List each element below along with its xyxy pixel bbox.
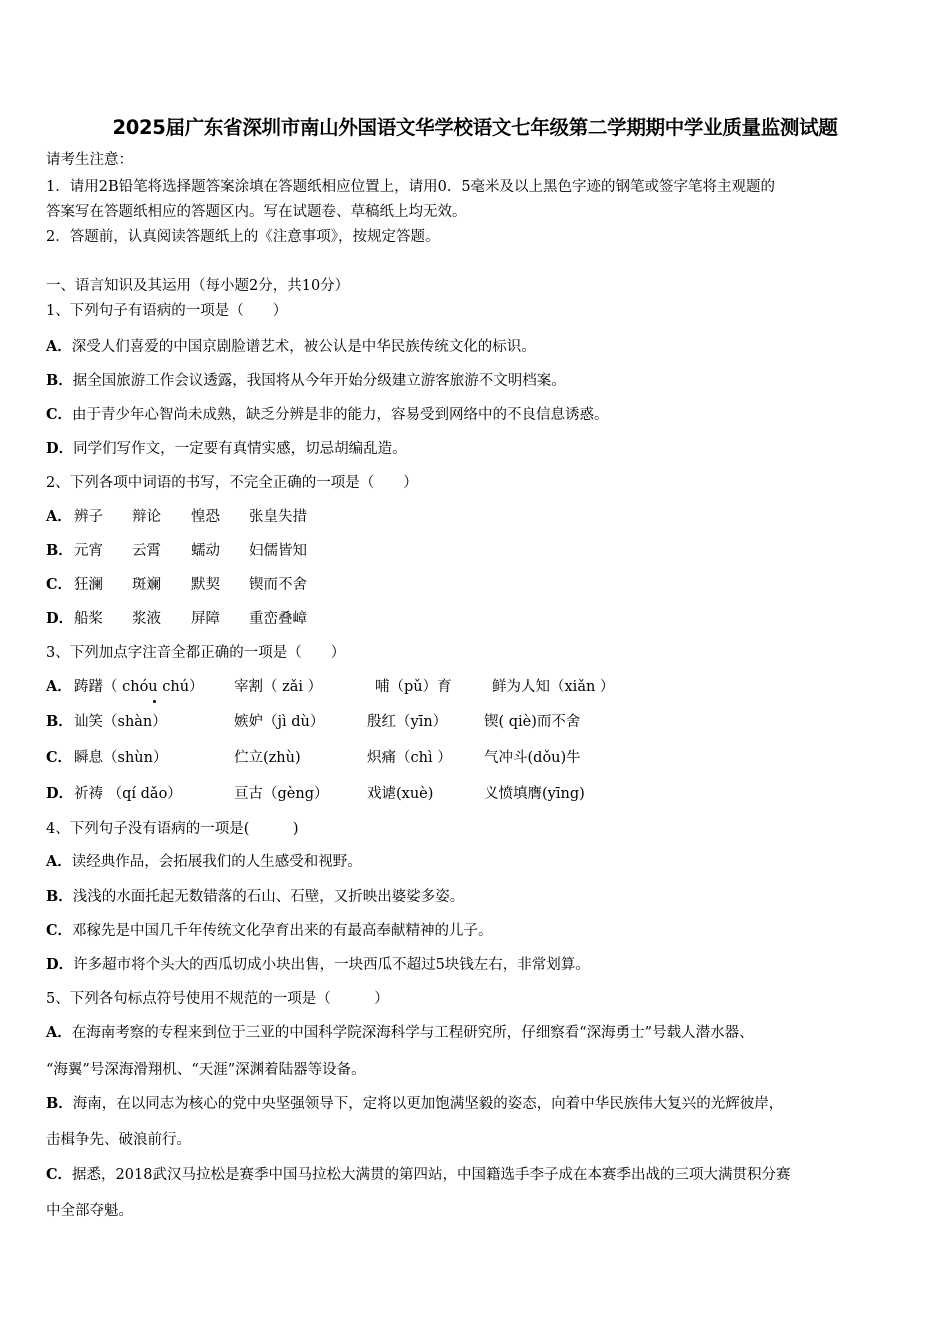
q2-option-b <box>46 541 307 561</box>
q1-option-b <box>46 371 566 391</box>
q4-option-c <box>46 921 493 941</box>
word: 狂澜 <box>74 577 103 593</box>
q1-option-c <box>46 405 609 425</box>
option-label: B． <box>46 888 73 905</box>
option-text: 同学们写作文，一定要有真情实感，切忌胡编乱造。 <box>73 441 407 457</box>
option-label: D． <box>46 440 74 457</box>
option-label: A． <box>46 508 72 525</box>
page-title: 2025届广东省深圳市南山外国语文华学校语文七年级第二学期期中学业质量监测试题 <box>112 116 838 139</box>
q1-stem: 1、下列句子有语病的一项是（ ） <box>46 303 288 319</box>
pinyin-item: 鲜为人知（xiǎn ） <box>492 679 615 695</box>
pinyin-item: 气冲斗(dǒu)牛 <box>484 750 581 766</box>
pinyin-item: 瞬息（shùn） <box>74 750 168 766</box>
option-label: D． <box>46 785 74 802</box>
option-text: 海南，在以同志为核心的党中央坚强领导下，定将以更加饱满坚毅的姿态，向着中华民族伟大复兴的光辉彼岸， <box>72 1096 784 1112</box>
word: 辩论 <box>132 509 161 525</box>
option-text: 邓稼先是中国几千年传统文化孕育出来的有最高奉献精神的儿子。 <box>72 923 493 939</box>
pinyin-item: 炽痛（chì ） <box>367 750 452 766</box>
option-text: 据全国旅游工作会议透露，我国将从今年开始分级建立游客旅游不文明档案。 <box>72 373 566 389</box>
option-text: 由于青少年心智尚未成熟，缺乏分辨是非的能力，容易受到网络中的不良信息诱惑。 <box>72 407 609 423</box>
word: 默契 <box>191 577 220 593</box>
option-label: C． <box>46 406 73 423</box>
q4-stem: 4、下列句子没有语病的一项是( ) <box>46 821 299 837</box>
q3-option-b <box>46 712 580 732</box>
pinyin-item: 义愤填膺(yīng) <box>484 786 585 802</box>
option-label: C． <box>46 1166 73 1183</box>
option-label: D． <box>46 610 74 627</box>
q1-option-d <box>46 439 407 459</box>
word: 蠕动 <box>191 543 220 559</box>
q5-option-a-line-2: “海翼”号深海滑翔机、“天涯”深渊着陆器等设备。 <box>46 1062 366 1078</box>
q4-option-d <box>46 955 590 975</box>
q3-stem: 3、下列加点字注音全都正确的一项是（ ） <box>46 645 346 661</box>
q5-option-a-line-1 <box>46 1023 754 1043</box>
notice-item-2: 2．答题前，认真阅读答题纸上的《注意事项》，按规定答题。 <box>46 229 440 245</box>
word: 重峦叠嶂 <box>249 611 307 627</box>
notice-item-1-line-1: 1．请用2B铅笔将选择题答案涂填在答题纸相应位置上，请用0．5毫米及以上黑色字迹的钢笔或签字笔将主观题的 <box>46 179 776 195</box>
word: 斑斓 <box>132 577 161 593</box>
option-label: C． <box>46 922 73 939</box>
q2-option-a <box>46 507 307 527</box>
pinyin-item: 踌躇（ chóu chú） <box>74 677 234 697</box>
pinyin-item: 亘古（gèng） <box>234 786 329 802</box>
option-text: 浅浅的水面托起无数错落的石山、石壁，又折映出婆娑多姿。 <box>72 889 465 905</box>
option-label: A． <box>46 338 72 355</box>
option-label: B． <box>46 542 73 559</box>
q5-option-b-line-1 <box>46 1094 783 1114</box>
section-1-heading: 一、语言知识及其运用（每小题2分，共10分） <box>46 278 350 294</box>
word: 辨子 <box>74 509 103 525</box>
q5-option-c-line-1 <box>46 1165 790 1185</box>
pinyin-item: 伫立(zhù) <box>234 750 301 766</box>
q3-option-c <box>46 748 581 768</box>
word: 船桨 <box>74 611 103 627</box>
word: 惶恐 <box>191 509 220 525</box>
option-label: A． <box>46 678 72 695</box>
option-text: 深受人们喜爱的中国京剧脸谱艺术，被公认是中华民族传统文化的标识。 <box>71 339 536 355</box>
pinyin-item: 哺（pǔ）育 <box>375 679 452 695</box>
notice-item-1-line-2: 答案写在答题纸相应的答题区内。写在试题卷、草稿纸上均无效。 <box>46 204 467 220</box>
pinyin-item: 殷红（yīn） <box>367 714 448 730</box>
q5-option-c-line-2: 中全部夺魁。 <box>46 1203 133 1219</box>
q4-option-b <box>46 887 464 907</box>
word: 屏障 <box>191 611 220 627</box>
option-text: 读经典作品，会拓展我们的人生感受和视野。 <box>71 854 362 870</box>
word: 锲而不舍 <box>249 577 307 593</box>
pinyin-item: 嫉妒（jì dù） <box>234 714 325 730</box>
word: 元宵 <box>74 543 103 559</box>
q2-option-c <box>46 575 307 595</box>
word: 云霄 <box>132 543 161 559</box>
word: 浆液 <box>132 611 161 627</box>
pinyin-item: 宰割（ zǎi ） <box>234 679 323 695</box>
pinyin-item: 锲( qiè)而不舍 <box>484 714 581 730</box>
q2-option-d <box>46 609 307 629</box>
option-label: B． <box>46 1095 73 1112</box>
option-label: D． <box>46 956 74 973</box>
pinyin-item: 戏谑(xuè) <box>367 786 434 802</box>
q5-stem: 5、下列各句标点符号使用不规范的一项是（ ） <box>46 991 389 1007</box>
pinyin-item: 讪笑（shàn） <box>74 714 167 730</box>
option-label: A． <box>46 1024 72 1041</box>
q3-option-a <box>46 677 614 697</box>
option-label: B． <box>46 713 73 730</box>
option-text: 许多超市将个头大的西瓜切成小块出售，一块西瓜不超过5块钱左右，非常划算。 <box>73 957 590 973</box>
option-label: B． <box>46 372 73 389</box>
option-label: A． <box>46 853 72 870</box>
q2-stem: 2、下列各项中词语的书写，不完全正确的一项是（ ） <box>46 475 418 491</box>
q5-option-b-line-2: 击楫争先、破浪前行。 <box>46 1132 191 1148</box>
q3-option-d <box>46 784 585 804</box>
q4-option-a <box>46 852 362 872</box>
pinyin-item: 祈祷 （qí dǎo） <box>74 786 182 802</box>
q1-option-a <box>46 337 536 357</box>
option-text: 在海南考察的专程来到位于三亚的中国科学院深海科学与工程研究所，仔细察看“深海勇士”号载人潜水器、 <box>71 1025 754 1041</box>
option-label: C． <box>46 576 73 593</box>
option-text: 据悉，2018武汉马拉松是赛季中国马拉松大满贯的第四站，中国籍选手李子成在本赛季出战的三项大满贯积分赛 <box>72 1167 791 1183</box>
option-label: C． <box>46 749 73 766</box>
word: 妇儒皆知 <box>249 543 307 559</box>
word: 张皇失措 <box>249 509 307 525</box>
notice-heading: 请考生注意： <box>46 152 133 168</box>
